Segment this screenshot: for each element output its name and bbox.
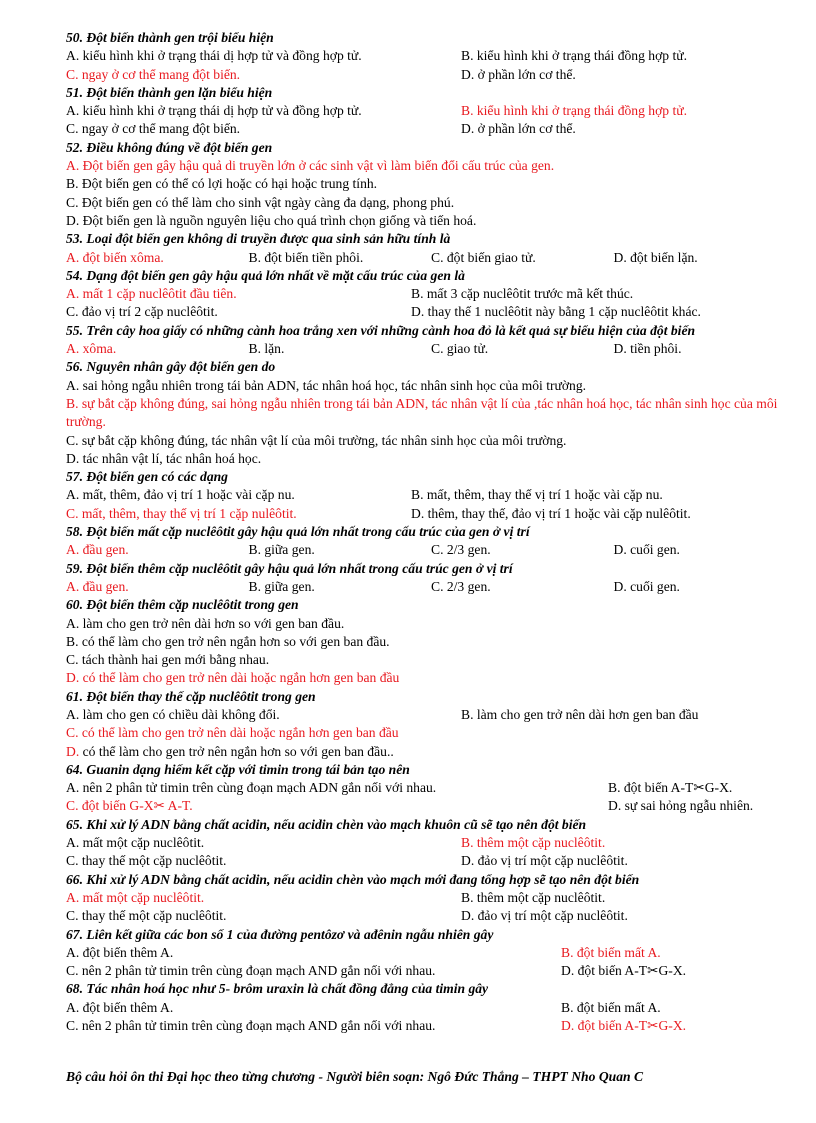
options-row xyxy=(66,120,796,138)
question-58: 58. Đột biến mất cặp nuclêôtit gây hậu quả lớn nhất trong cấu trúc của gen ở vị trí xyxy=(66,524,530,540)
option-a: A. Đột biến gen gây hậu quả di truyền lớn ở các sinh vật vì làm biến đổi cấu trúc của gen. xyxy=(66,158,555,174)
options-row xyxy=(66,889,796,907)
option-b: B. đột biến A-T✂G-X. xyxy=(608,780,733,796)
option-d: D. thay thế 1 nuclêôtit này bằng 1 cặp nuclêôtit khác. xyxy=(411,304,701,320)
option-b: B. đột biến mất A. xyxy=(561,999,661,1015)
options-row xyxy=(66,999,796,1017)
option-d: D. sự sai hỏng ngẫu nhiên. xyxy=(608,798,754,814)
options-row xyxy=(66,962,796,980)
option-b: B. kiểu hình khi ở trạng thái đồng hợp tử. xyxy=(461,103,688,119)
question-65: 65. Khi xử lý ADN bằng chất acidin, nếu acidin chèn vào mạch khuôn cũ sẽ tạo nên đột biến xyxy=(66,816,587,832)
question-61: 61. Đột biến thay thế cặp nuclêôtit trong gen xyxy=(66,688,316,704)
option-b: B. đột biến mất A. xyxy=(561,944,661,960)
option-b: B. thêm một cặp nuclêôtit. xyxy=(461,889,606,905)
question-66: 66. Khi xử lý ADN bằng chất acidin, nếu acidin chèn vào mạch mới đang tổng hợp sẽ tạo nên đột biến xyxy=(66,871,640,887)
option-d: D. có thể làm cho gen trở nên dài hoặc ngắn hơn gen ban đầu xyxy=(66,670,400,686)
option-a: A. kiểu hình khi ở trạng thái dị hợp tử và đồng hợp tử. xyxy=(66,103,362,119)
option-a: A. mất một cặp nuclêôtit. xyxy=(66,835,205,851)
option-c: C. Đột biến gen có thể làm cho sinh vật ngày càng đa dạng, phong phú. xyxy=(66,194,455,210)
option-d: D. thêm, thay thế, đảo vị trí 1 hoặc vài cặp nulêôtit. xyxy=(411,505,691,521)
option-d: D. đảo vị trí một cặp nuclêôtit. xyxy=(461,908,628,924)
option-d: D. có thể làm cho gen trở nên ngắn hơn so với gen ban đầu.. xyxy=(66,743,394,759)
option-a: A. nên 2 phân tử timin trên cùng đoạn mạch ADN gắn nối với nhau. xyxy=(66,780,437,796)
option-d: D. ở phần lớn cơ thể. xyxy=(461,121,576,137)
option-a: A. đột biến xôma. xyxy=(66,249,164,265)
question-57: 57. Đột biến gen có các dạng xyxy=(66,469,228,485)
option-a: A. làm cho gen trở nên dài hơn so với gen ban đầu. xyxy=(66,615,345,631)
question-56: 56. Nguyên nhân gây đột biến gen do xyxy=(66,359,276,375)
option-d: D. cuối gen. xyxy=(613,542,680,558)
page-footer: Bộ câu hỏi ôn thi Đại học theo từng chương - Người biên soạn: Ngô Đức Thắng – THPT Nho Quan C xyxy=(66,1069,644,1084)
options-row xyxy=(66,834,796,852)
document-body xyxy=(66,29,796,1035)
option-c: C. đột biến G-X✂ A-T. xyxy=(66,798,193,814)
option-b: B. Đột biến gen có thể có lợi hoặc có hại hoặc trung tính. xyxy=(66,176,378,192)
question-52: 52. Điều không đúng về đột biến gen xyxy=(66,139,273,155)
option-c: C. tách thành hai gen mới bằng nhau. xyxy=(66,652,270,668)
option-c: C. nên 2 phân tử timin trên cùng đoạn mạch AND gắn nối với nhau. xyxy=(66,963,436,979)
option-b: B. đột biến tiền phôi. xyxy=(248,249,364,265)
options-row xyxy=(66,486,796,504)
option-a: A. đột biến thêm A. xyxy=(66,999,174,1015)
option-c: C. 2/3 gen. xyxy=(431,542,491,558)
question-68: 68. Tác nhân hoá học như 5- brôm uraxin là chất đồng đẳng của timin gây xyxy=(66,981,489,997)
option-b: B. mất, thêm, thay thế vị trí 1 hoặc vài cặp nu. xyxy=(411,487,663,503)
options-row xyxy=(66,340,796,358)
question-55: 55. Trên cây hoa giấy có những cành hoa trắng xen với những cành hoa đỏ là kết quả sự biểu hiện của đột biến xyxy=(66,322,696,338)
option-b: B. mất 3 cặp nuclêôtit trước mã kết thúc. xyxy=(411,286,634,302)
question-64: 64. Guanin dạng hiếm kết cặp với timin trong tái bản tạo nên xyxy=(66,761,410,777)
options-row xyxy=(66,66,796,84)
option-d: D. đột biến A-T✂G-X. xyxy=(561,963,687,979)
option-b: B. sự bắt cặp không đúng, sai hỏng ngẫu nhiên trong tái bản ADN, tác nhân vật lí của ,tác nhân hoá học, tác nhân sinh học của môi trường. xyxy=(66,395,778,430)
option-c: C. 2/3 gen. xyxy=(431,578,491,594)
option-a: A. kiểu hình khi ở trạng thái dị hợp tử và đồng hợp tử. xyxy=(66,48,362,64)
option-b: B. giữa gen. xyxy=(248,542,315,558)
option-d: D. đột biến lặn. xyxy=(613,249,698,265)
options-row xyxy=(66,303,796,321)
option-a: A. mất 1 cặp nuclêôtit đầu tiên. xyxy=(66,286,237,302)
option-d: D. đảo vị trí một cặp nuclêôtit. xyxy=(461,853,628,869)
option-a: A. đầu gen. xyxy=(66,578,129,594)
options-row xyxy=(66,1017,796,1035)
options-row xyxy=(66,779,796,797)
question-51: 51. Đột biến thành gen lặn biểu hiện xyxy=(66,84,273,100)
option-a: A. làm cho gen có chiều dài không đổi. xyxy=(66,706,280,722)
question-59: 59. Đột biến thêm cặp nuclêôtit gây hậu quả lớn nhất trong cấu trúc gen ở vị trí xyxy=(66,560,513,576)
option-a: A. đầu gen. xyxy=(66,542,129,558)
option-d: D. Đột biến gen là nguồn nguyên liệu cho quá trình chọn giống và tiến hoá. xyxy=(66,212,477,228)
options-row xyxy=(66,578,796,596)
option-b: B. có thể làm cho gen trở nên ngắn hơn so với gen ban đầu. xyxy=(66,633,390,649)
option-d: D. tiền phôi. xyxy=(613,341,682,357)
option-d: D. ở phần lớn cơ thể. xyxy=(461,66,576,82)
option-b: B. kiểu hình khi ở trạng thái đồng hợp tử. xyxy=(461,48,688,64)
options-row xyxy=(66,797,796,815)
option-b: B. giữa gen. xyxy=(248,578,315,594)
option-b: B. thêm một cặp nuclêôtit. xyxy=(461,835,606,851)
options-row xyxy=(66,505,796,523)
option-c: C. nên 2 phân tử timin trên cùng đoạn mạch AND gắn nối với nhau. xyxy=(66,1018,436,1034)
option-c: C. ngay ở cơ thể mang đột biến. xyxy=(66,66,241,82)
option-a: A. sai hỏng ngẫu nhiên trong tái bản ADN, tác nhân hoá học, tác nhân sinh học của môi trường. xyxy=(66,377,587,393)
options-row xyxy=(66,285,796,303)
option-a: A. xôma. xyxy=(66,341,117,357)
option-c: C. sự bắt cặp không đúng, tác nhân vật lí của môi trường, tác nhân sinh học của môi trường. xyxy=(66,432,567,448)
option-d: D. đột biến A-T✂G-X. xyxy=(561,1018,687,1034)
options-row xyxy=(66,102,796,120)
options-row xyxy=(66,907,796,925)
options-row xyxy=(66,852,796,870)
question-67: 67. Liên kết giữa các bon số 1 của đường pentôzơ và ađênin ngẫu nhiên gây xyxy=(66,926,494,942)
options-row xyxy=(66,249,796,267)
option-a: A. mất, thêm, đảo vị trí 1 hoặc vài cặp nu. xyxy=(66,487,295,503)
options-row xyxy=(66,47,796,65)
option-c: C. thay thế một cặp nuclêôtit. xyxy=(66,908,227,924)
option-c: C. giao tử. xyxy=(431,341,489,357)
options-row xyxy=(66,706,796,724)
option-d: D. tác nhân vật lí, tác nhân hoá học. xyxy=(66,450,262,466)
options-row xyxy=(66,944,796,962)
option-a: A. đột biến thêm A. xyxy=(66,944,174,960)
question-54: 54. Dạng đột biến gen gây hậu quả lớn nhất về mặt cấu trúc của gen là xyxy=(66,267,465,283)
options-row xyxy=(66,541,796,559)
option-c: C. có thể làm cho gen trở nên dài hoặc ngắn hơn gen ban đầu xyxy=(66,725,399,741)
option-b: B. lặn. xyxy=(248,341,285,357)
question-50: 50. Đột biến thành gen trội biểu hiện xyxy=(66,30,274,45)
option-a: A. mất một cặp nuclêôtit. xyxy=(66,889,205,905)
option-c: C. ngay ở cơ thể mang đột biến. xyxy=(66,121,241,137)
option-c: C. mất, thêm, thay thế vị trí 1 cặp nulêôtit. xyxy=(66,505,297,521)
question-60: 60. Đột biến thêm cặp nuclêôtit trong gen xyxy=(66,597,299,613)
option-c: C. đảo vị trí 2 cặp nuclêôtit. xyxy=(66,304,218,320)
option-b: B. làm cho gen trở nên dài hơn gen ban đầu xyxy=(461,706,699,722)
option-d: D. cuối gen. xyxy=(613,578,680,594)
question-53: 53. Loại đột biến gen không di truyền được qua sinh sản hữu tính là xyxy=(66,231,451,247)
option-c: C. thay thế một cặp nuclêôtit. xyxy=(66,853,227,869)
option-c: C. đột biến giao tử. xyxy=(431,249,536,265)
option-d-text: có thể làm cho gen trở nên ngắn hơn so với gen ban đầu.. xyxy=(82,743,394,759)
